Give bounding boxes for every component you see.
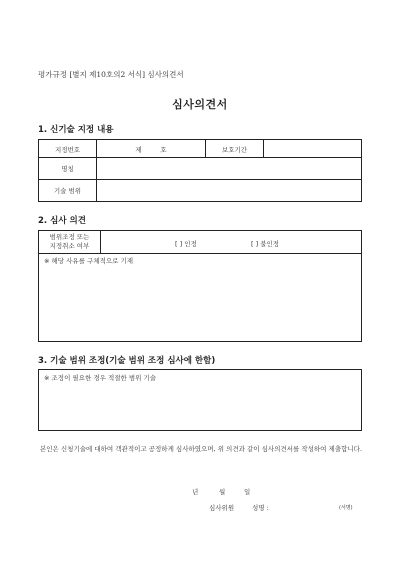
tech-scope-label: 기술 범위 (53, 187, 82, 195)
accept-checkbox-option[interactable]: [ ] 인정 (175, 240, 197, 248)
section-2-table (38, 230, 362, 342)
declaration-text: 본인은 신청기술에 대하여 객관적이고 공정하게 심사하였으며, 위 의견과 같이 심사의견서를 작성하여 제출합니다. (40, 445, 362, 453)
reject-checkbox-option[interactable]: [ ] 불인정 (251, 240, 280, 248)
row-divider (39, 253, 361, 254)
date-year: 년 (192, 488, 199, 496)
scope-adjustment-text-area[interactable] (41, 382, 359, 428)
name-label: 성명 : (252, 504, 269, 512)
section-2-heading: 2. 심사 의견 (38, 216, 86, 226)
form-reference: 평가규정 [별지 제10호의2 서식] 심사의견서 (38, 70, 184, 79)
reviewer-role: 심사위원 (209, 504, 235, 512)
opinion-text-area[interactable] (41, 265, 359, 339)
section-1-table (38, 139, 362, 202)
label-line-1: 범위조정 또는 (49, 233, 90, 241)
name-field[interactable] (97, 160, 361, 177)
tech-scope-field[interactable] (97, 182, 361, 199)
protection-period-field[interactable] (264, 143, 360, 155)
designation-number-value[interactable]: 제 호 (135, 146, 167, 154)
row-divider (39, 179, 361, 180)
section-3-heading: 3. 기술 범위 조정(기술 범위 조정 심사에 한함) (38, 356, 216, 366)
opinion-note: ※ 해당 사유를 구체적으로 기재 (44, 257, 134, 265)
protection-period-label: 보호기간 (221, 146, 248, 154)
date-day: 일 (244, 488, 251, 496)
label-line-2: 지정취소 여부 (49, 242, 90, 250)
date-month: 월 (219, 488, 226, 496)
designation-number-label: 지정번호 (54, 146, 81, 154)
signature-seal: (서명) (339, 505, 353, 511)
reviewer-name-field[interactable] (278, 499, 333, 511)
section-3-table (38, 369, 362, 431)
adjustment-or-cancel-label (39, 233, 100, 251)
row-divider (39, 157, 361, 158)
scope-adjustment-note: ※ 조정이 필요한 경우 적절한 범위 기술 (44, 374, 157, 382)
document-title: 심사의견서 (172, 98, 228, 111)
section-1-heading: 1. 신기술 지정 내용 (38, 125, 114, 135)
column-divider (100, 231, 101, 253)
name-label: 명칭 (61, 165, 74, 173)
